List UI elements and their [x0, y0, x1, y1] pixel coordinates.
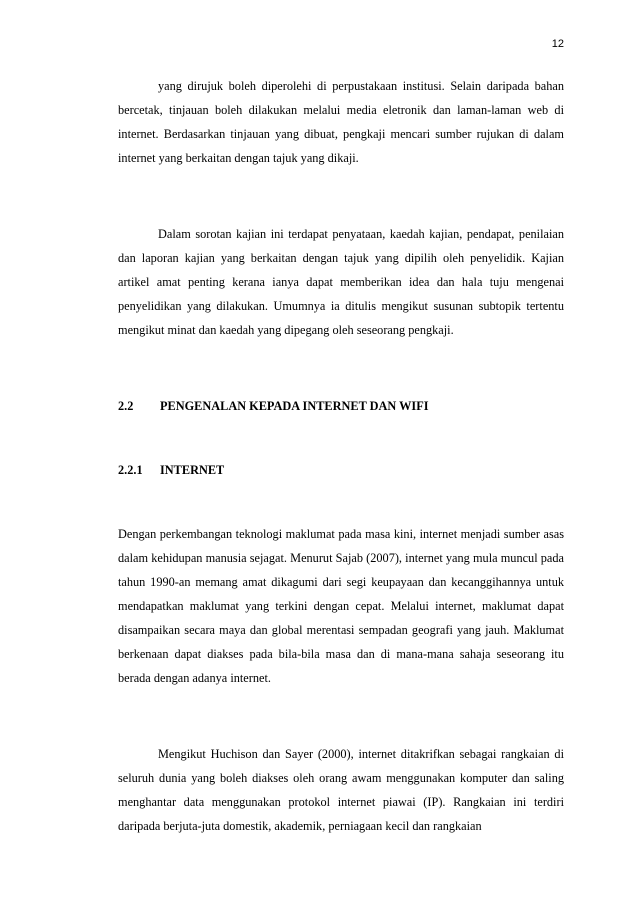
- spacer: [118, 170, 564, 222]
- document-body: [118, 74, 564, 838]
- subsection-number: 2.2.1: [118, 463, 143, 477]
- spacer: [118, 690, 564, 742]
- section-number: 2.2: [118, 399, 134, 413]
- paragraph-literature-review: Dalam sorotan kajian ini terdapat penyataan, kaedah kajian, pendapat, penilaian dan laporan kajian yang berkaitan dengan tajuk yang dipilih oleh penyelidik. Kajian artikel amat penting kerana ianya dapat memberikan idea dan hala tuju mengenai penyelidikan yang dilakukan. Umumnya ia ditulis mengikut susunan subtopik tertentu mengikut minat dan kaedah yang dipegang oleh seseorang pengkaji.: [118, 227, 564, 337]
- section-title: PENGENALAN KEPADA INTERNET DAN WIFI: [160, 399, 429, 413]
- spacer: [118, 418, 564, 458]
- subsection-heading: [118, 458, 564, 482]
- paragraph-literature-sources: yang dirujuk boleh diperolehi di perpustakaan institusi. Selain daripada bahan bercetak, tinjauan boleh dilakukan melalui media eletronik dan laman-laman web di internet. Berdasarkan tinjauan yang dibuat, pengkaji mencari sumber rujukan di dalam internet yang berkaitan dengan tajuk yang dikaji.: [118, 79, 564, 165]
- paragraph-internet-definition: Mengikut Huchison dan Sayer (2000), internet ditakrifkan sebagai rangkaian di seluruh dunia yang boleh diakses oleh orang awam menggunakan komputer dan saling menghantar data menggunakan protokol internet piawai (IP). Rangkaian ini terdiri daripada berjuta-juta domestik, akademik, perniagaan kecil dan rangkaian: [118, 747, 564, 833]
- paragraph-internet-intro: Dengan perkembangan teknologi maklumat pada masa kini, internet menjadi sumber asas dalam kehidupan manusia sejagat. Menurut Sajab (2007), internet yang mula muncul pada tahun 1990-an memang amat dikagumi dari segi keupayaan dan kecanggihannya untuk mendapatkan maklumat yang terkini dengan cepat. Melalui internet, maklumat dapat disampaikan secara maya dan global merentasi sempadan geografi yang jauh. Maklumat berkenaan dapat diakses pada bila-bila masa dan di mana-mana sahaja seseorang itu berada dengan adanya internet.: [118, 527, 564, 685]
- section-heading: [118, 394, 564, 418]
- spacer: [118, 342, 564, 394]
- spacer: [118, 482, 564, 522]
- subsection-title: INTERNET: [160, 463, 225, 477]
- page-number: 12: [551, 38, 564, 50]
